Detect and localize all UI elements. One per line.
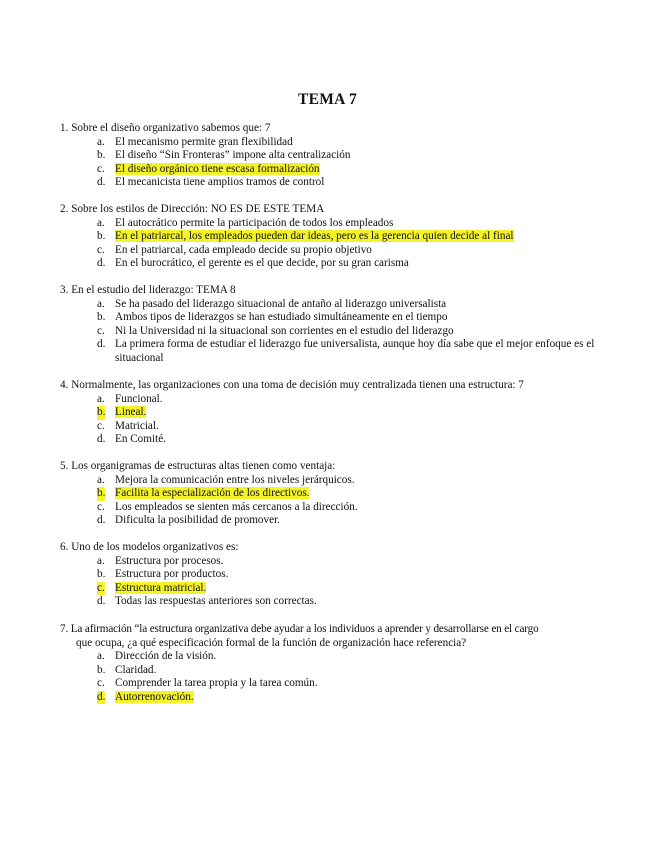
answer-option-highlighted <box>60 691 630 705</box>
option-text: Ni la Universidad ni la situacional son corrientes en el estudio del liderazgo <box>115 324 454 337</box>
answer-option <box>60 433 620 447</box>
option-text: Dificulta la posibilidad de promover. <box>115 514 280 526</box>
option-text-highlighted: En el patriarcal, los empleados pueden dar ideas, pero es la gerencia quien decide al final <box>115 230 514 242</box>
answer-option <box>60 650 630 664</box>
answer-option <box>60 514 620 528</box>
question-3 <box>60 284 620 365</box>
answer-option <box>60 474 620 488</box>
answer-option <box>60 393 620 407</box>
option-letter: c. <box>97 243 105 256</box>
question-4 <box>60 379 620 447</box>
option-text: El diseño “Sin Fronteras” impone alta centralización <box>115 149 351 161</box>
question-text: 2. Sobre los estilos de Dirección: NO ES DE ESTE TEMA <box>60 203 325 215</box>
question-text: 7. La afirmación “la estructura organizativa debe ayudar a los individuos a aprender y desarrollarse en el cargo <box>60 623 539 635</box>
answer-option <box>60 311 620 325</box>
option-text-highlighted: El diseño orgánico tiene escasa formalización <box>115 162 320 175</box>
option-letter: b. <box>97 230 106 242</box>
option-letter: b. <box>97 149 106 161</box>
option-text-highlighted: Lineal. <box>115 406 147 418</box>
option-text: En el burocrático, el gerente es el que decide, por su gran carisma <box>115 257 409 269</box>
question-text: 6. Uno de los modelos organizativos es: <box>60 541 239 553</box>
option-text: Funcional. <box>115 392 163 405</box>
answer-option <box>60 325 620 339</box>
option-text-highlighted: Facilita la especialización de los directivos. <box>115 487 310 499</box>
option-text: Ambos tipos de liderazgos se han estudiado simultáneamente en el tiempo <box>115 311 448 323</box>
option-text: El autocrático permite la participación de todos los empleados <box>115 216 394 229</box>
answer-option <box>60 420 620 434</box>
option-letter: c. <box>97 581 105 594</box>
question-text: 4. Normalmente, las organizaciones con una toma de decisión muy centralizada tienen una estructura: 7 <box>60 379 524 391</box>
answer-option <box>60 176 620 190</box>
option-text: En Comité. <box>115 433 166 445</box>
option-text: En el patriarcal, cada empleado decide su propio objetivo <box>115 243 372 256</box>
answer-option <box>60 664 630 678</box>
option-text: Estructura por procesos. <box>115 554 224 567</box>
option-letter: b. <box>97 568 106 580</box>
answer-option-highlighted <box>60 230 620 244</box>
option-text: El mecanismo permite gran flexibilidad <box>115 135 293 148</box>
option-text-highlighted: Estructura matricial. <box>115 581 207 594</box>
answer-option <box>60 298 620 312</box>
answer-option <box>60 136 620 150</box>
question-text: 3. En el estudio del liderazgo: TEMA 8 <box>60 284 236 296</box>
answer-option-highlighted <box>60 487 620 501</box>
answer-option <box>60 501 620 515</box>
answer-option-highlighted <box>60 582 620 596</box>
option-letter: a. <box>97 392 105 405</box>
answer-option-highlighted <box>60 163 620 177</box>
option-text-highlighted: Autorrenovación. <box>115 690 194 703</box>
question-1 <box>60 122 620 190</box>
option-letter: b. <box>97 663 106 676</box>
answer-option <box>60 257 620 271</box>
option-letter: c. <box>97 677 105 689</box>
option-letter: c. <box>97 162 105 175</box>
answer-option <box>60 244 620 258</box>
option-letter: b. <box>97 311 106 323</box>
answer-option-highlighted <box>60 406 620 420</box>
answer-option <box>60 677 630 691</box>
question-7 <box>60 623 630 704</box>
option-letter: a. <box>97 297 105 310</box>
option-letter: c. <box>97 419 105 432</box>
option-text: Comprender la tarea propia y la tarea común. <box>115 677 318 689</box>
option-letter: c. <box>97 500 105 513</box>
answer-option <box>60 217 620 231</box>
answer-option <box>60 338 610 365</box>
question-text: 1. Sobre el diseño organizativo sabemos que: 7 <box>60 122 271 134</box>
option-text: Claridad. <box>115 663 157 676</box>
answer-option <box>60 595 620 609</box>
question-text: 5. Los organigramas de estructuras altas tienen como ventaja: <box>60 460 336 472</box>
option-text: Mejora la comunicación entre los niveles jerárquicos. <box>115 473 355 486</box>
option-letter: a. <box>97 554 105 567</box>
option-letter: d. <box>97 595 106 607</box>
option-letter: a. <box>97 650 105 662</box>
option-letter: b. <box>97 487 106 499</box>
option-text: Dirección de la visión. <box>115 650 217 662</box>
option-letter: d. <box>97 514 106 526</box>
answer-option <box>60 555 620 569</box>
option-text: Todas las respuestas anteriores son correctas. <box>115 595 317 607</box>
question-text-continued: que ocupa, ¿a qué especificación formal de la función de organización hace referencia? <box>76 636 467 649</box>
option-letter: d. <box>97 433 106 445</box>
answer-option <box>60 149 620 163</box>
page-title: TEMA 7 <box>297 91 358 108</box>
option-text: Los empleados se sienten más cercanos a la dirección. <box>115 500 358 513</box>
option-text: La primera forma de estudiar el liderazgo fue universalista, aunque hoy día sabe que el mejor enfoque es el situacional <box>115 338 595 364</box>
option-letter: d. <box>97 257 106 269</box>
option-letter: c. <box>97 324 105 337</box>
option-letter: b. <box>97 406 106 418</box>
option-letter: d. <box>97 690 106 703</box>
option-letter: a. <box>97 135 105 148</box>
question-2 <box>60 203 620 271</box>
option-text: Estructura por productos. <box>115 568 229 580</box>
answer-option <box>60 568 620 582</box>
option-text: Se ha pasado del liderazgo situacional de antaño al liderazgo universalista <box>115 297 447 310</box>
option-text: El mecanicista tiene amplios tramos de control <box>115 176 325 188</box>
option-letter: d. <box>97 338 106 350</box>
option-text: Matricial. <box>115 419 159 432</box>
question-6 <box>60 541 620 609</box>
question-5 <box>60 460 620 528</box>
option-letter: a. <box>97 216 105 229</box>
option-letter: d. <box>97 176 106 188</box>
option-letter: a. <box>97 473 105 486</box>
